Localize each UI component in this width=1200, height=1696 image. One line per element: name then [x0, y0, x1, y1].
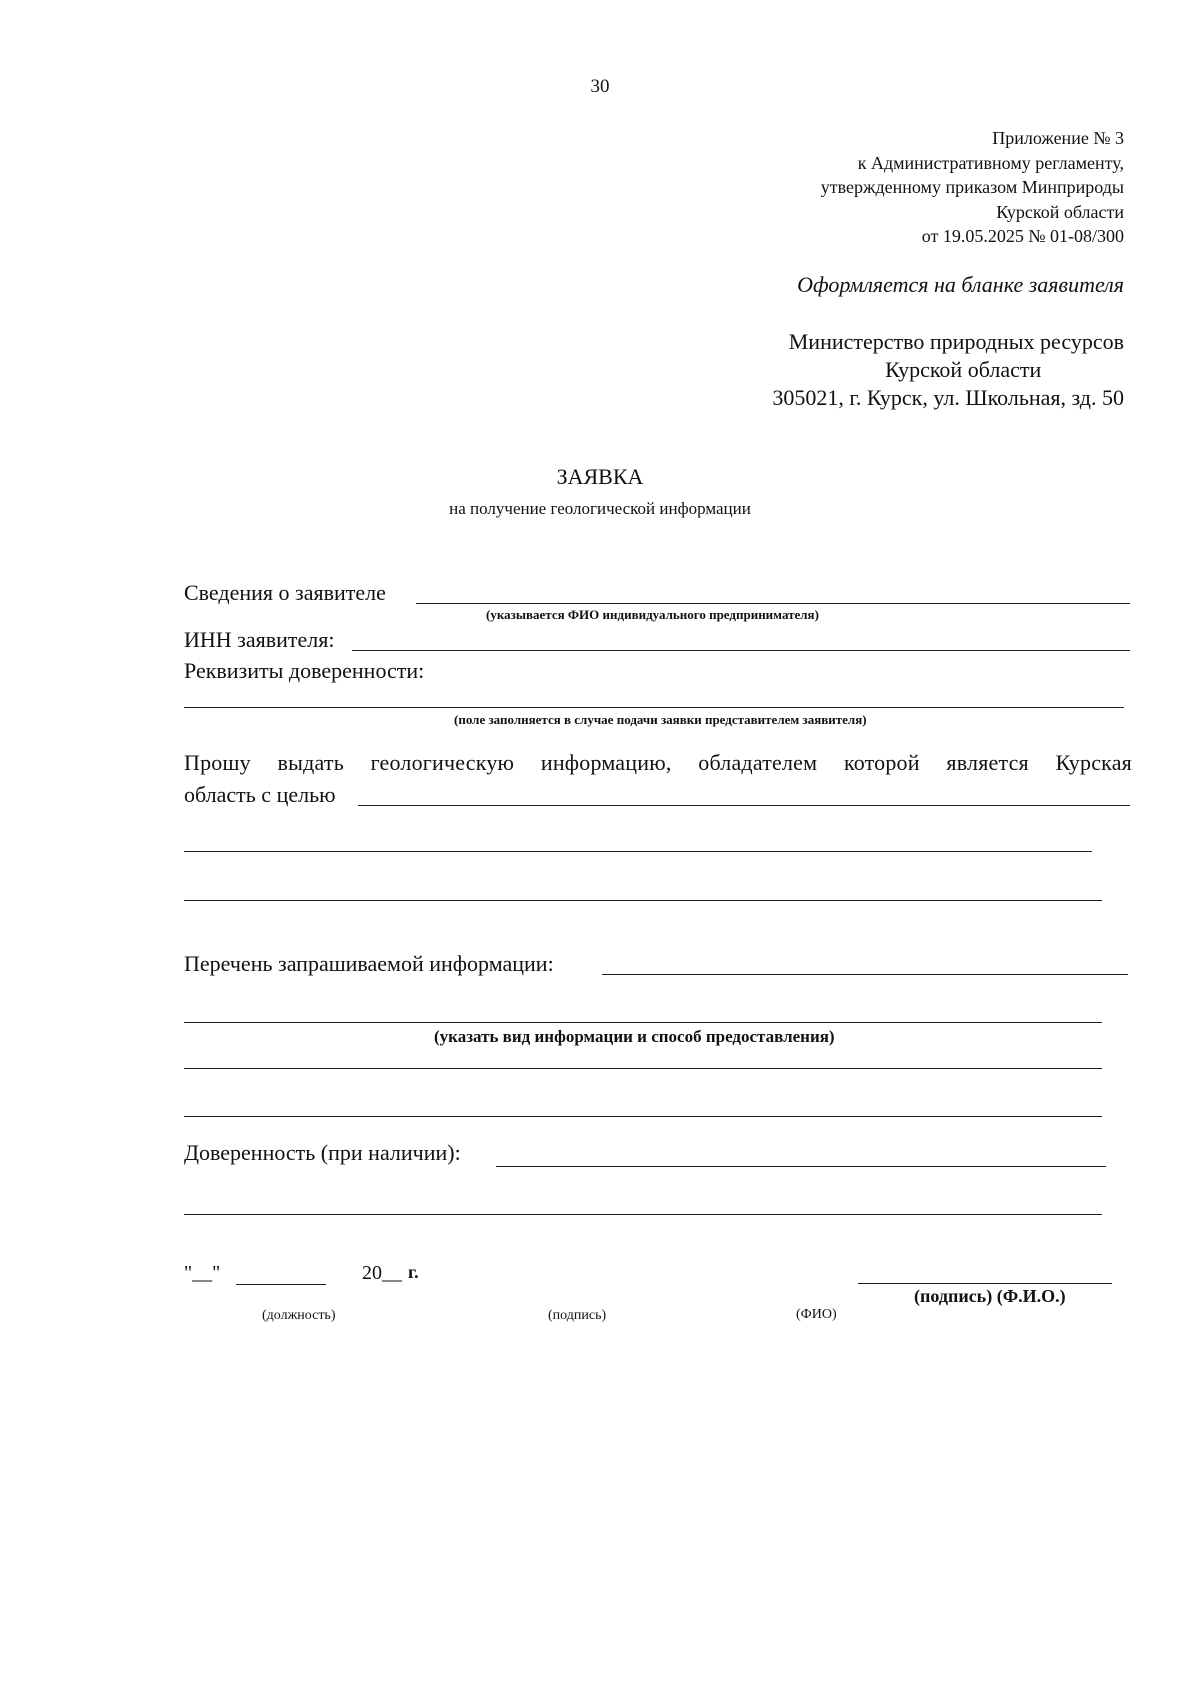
purpose-field-line[interactable]: [184, 900, 1102, 901]
recipient-line: Министерство природных ресурсов: [788, 329, 1124, 354]
document-subtitle: на получение геологической информации: [449, 499, 751, 518]
appendix-block: [821, 126, 1124, 249]
appendix-line: к Административному регламенту,: [857, 152, 1124, 173]
power-field-line[interactable]: [184, 1214, 1102, 1215]
request-line-2: область с целью: [184, 782, 336, 807]
blank-note: Оформляется на бланке заявителя: [797, 272, 1124, 297]
appendix-line: утвержденному приказом Минприроды: [820, 177, 1124, 197]
power-details-label: Реквизиты доверенности:: [184, 658, 425, 683]
date-month-field[interactable]: [236, 1284, 326, 1285]
appendix-line: от 19.05.2025 № 01-08/300: [921, 226, 1124, 246]
date-day: "__": [184, 1262, 221, 1284]
appendix-line: Приложение № 3: [992, 128, 1124, 148]
page-number: 30: [590, 76, 610, 97]
signature-caption: (подпись) (Ф.И.О.): [914, 1286, 1066, 1306]
info-list-field-line[interactable]: [184, 1022, 1102, 1023]
recipient-block: [772, 328, 1124, 412]
request-line-1: Прошу выдать геологическую информацию, обладателем которой является Курская: [184, 750, 1132, 775]
document-title: ЗАЯВКА: [556, 464, 644, 489]
recipient-line: 305021, г. Курск, ул. Школьная, зд. 50: [772, 385, 1124, 410]
info-list-field[interactable]: [602, 974, 1128, 975]
info-list-field-line[interactable]: [184, 1068, 1102, 1069]
inn-label: ИНН заявителя:: [184, 627, 335, 652]
fio-caption: (ФИО): [796, 1307, 837, 1322]
info-list-label: Перечень запрашиваемой информации:: [184, 951, 554, 976]
appendix-line: Курской области: [996, 201, 1124, 222]
applicant-label: Сведения о заявителе: [184, 580, 386, 605]
date-suffix: г.: [408, 1262, 419, 1282]
recipient-line: Курской области: [885, 357, 1042, 382]
info-list-field-line[interactable]: [184, 1116, 1102, 1117]
position-caption: (должность): [262, 1308, 336, 1323]
signature-caption-small: (подпись): [548, 1308, 607, 1323]
signature-field[interactable]: [858, 1283, 1112, 1284]
power-label: Доверенность (при наличии):: [184, 1140, 461, 1165]
applicant-field[interactable]: [416, 603, 1130, 604]
inn-field[interactable]: [352, 650, 1130, 651]
info-list-hint: (указать вид информации и способ предоставления): [434, 1027, 835, 1046]
power-details-hint: (поле заполняется в случае подачи заявки представителем заявителя): [454, 712, 867, 727]
purpose-field-line[interactable]: [184, 851, 1092, 852]
power-field[interactable]: [496, 1166, 1106, 1167]
purpose-field[interactable]: [358, 805, 1130, 806]
date-year: 20__: [362, 1262, 402, 1284]
applicant-hint: (указывается ФИО индивидуального предпринимателя): [486, 607, 819, 622]
power-details-field[interactable]: [184, 707, 1124, 708]
